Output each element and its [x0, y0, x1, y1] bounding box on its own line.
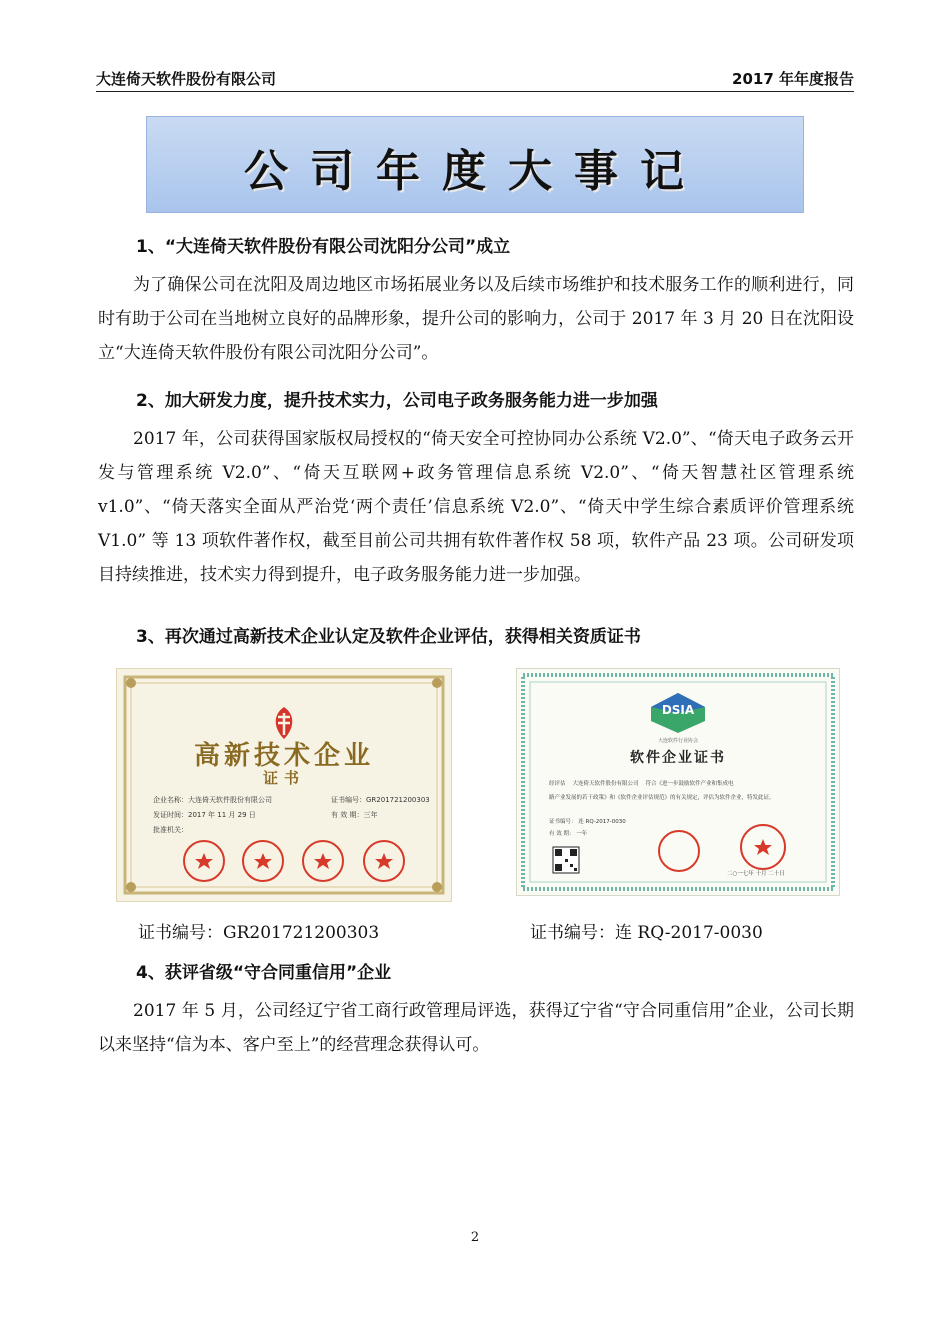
- cert-b-date: 二○一七年 十月 二十日: [727, 871, 785, 877]
- header-divider: [96, 91, 854, 92]
- cert-a-date-value: 2017 年 11 月 29 日: [188, 811, 256, 819]
- cert-a-caption: 证书编号：GR201721200303: [138, 923, 380, 943]
- cert-b-qr-and-seals-icon: [517, 669, 839, 895]
- cert-a-valid-label: 有 效 期：: [331, 811, 364, 819]
- section-4-heading: 4、获评省级“守合同重信用”企业: [136, 963, 392, 983]
- section-1-body: 为了确保公司在沈阳及周边地区市场拓展业务以及后续市场维护和技术服务工作的顺利进行，同时有助于公司在当地树立良好的品牌形象，提升公司的影响力，公司于 2017 年 3 月 20 日在沈阳设立“大连倚天软件股份有限公司沈阳分公司”。: [98, 275, 854, 363]
- cert-b-no-value: 连 RQ-2017-0030: [578, 819, 626, 825]
- section-2-body: 2017 年，公司获得国家版权局授权的“倚天安全可控协同办公系统 V2.0”、“倚天电子政务云开发与管理系统 V2.0”、“倚天互联网+政务管理信息系统 V2.0”、“倚天智慧社区管理系统 v1.0”、“倚天落实全面从严治党‘两个责任’信息系统 V2.0”、“倚天中学生综合素质评价管理系统 V1.0” 等 13 项软件著作权，截至目前公司共拥有软件著作权 58 项，软件产品 23 项。公司研发项目持续推进，技术实力得到提升，电子政务服务能力进一步加强。: [98, 429, 854, 585]
- section-4-body: 2017 年 5 月，公司经辽宁省工商行政管理局评选，获得辽宁省“守合同重信用”企业，公司长期以来坚持“信为本、客户至上”的经营理念获得认可。: [98, 1001, 854, 1055]
- section-1-heading: 1、“大连倚天软件股份有限公司沈阳分公司”成立: [136, 237, 511, 257]
- cert-b-line1-company: 大连倚天软件股份有限公司: [572, 781, 639, 787]
- cert-b-line1-rest: 符合《进一步鼓励软件产业和集成电: [645, 781, 734, 787]
- cert-a-title: 高新技术企业: [193, 741, 374, 771]
- high-tech-certificate-image: [116, 668, 452, 902]
- cert-b-valid-value: 一年: [576, 831, 588, 837]
- cert-b-line2: 路产业发展的若干政策》和《软件企业评估规范》的有关规定，评估为软件企业，特发此证。: [549, 795, 775, 801]
- cert-b-logo-text: DSIA: [661, 703, 695, 717]
- cert-b-valid-label: 有 效 期：: [549, 831, 575, 837]
- cert-b-no-label: 证书编号：: [549, 819, 577, 825]
- cert-a-no-label: 证书编号：: [331, 796, 366, 804]
- cert-a-issuer-label: 批准机关：: [153, 826, 188, 834]
- banner-title: 公司年度大事记: [244, 146, 706, 197]
- section-2-heading: 2、加大研发力度，提升技术实力，公司电子政务服务能力进一步加强: [136, 391, 658, 411]
- cert-b-caption: 证书编号：连 RQ-2017-0030: [530, 923, 763, 943]
- software-enterprise-certificate-image: [516, 668, 840, 896]
- page-number: 2: [470, 1230, 480, 1245]
- cert-b-title: 软件企业证书: [630, 750, 726, 766]
- cert-a-no-value: GR201721200303: [366, 796, 430, 804]
- cert-a-valid-value: 三年: [363, 811, 378, 819]
- section-3-heading: 3、再次通过高新技术企业认定及软件企业评估，获得相关资质证书: [136, 627, 641, 647]
- cert-b-logo-sub: 大连软件行业协会: [657, 738, 698, 744]
- cert-a-seals-icon: [117, 831, 451, 891]
- title-banner: [146, 116, 804, 213]
- cert-a-subtitle: 证书: [262, 769, 305, 787]
- cert-a-date-label: 发证时间：: [153, 811, 188, 819]
- header-company: 大连倚天软件股份有限公司: [96, 70, 277, 88]
- header-report-title: 2017 年年度报告: [732, 70, 854, 88]
- cert-b-line1-label: 经评估: [549, 781, 566, 787]
- cert-a-company-label: 企业名称：: [153, 796, 188, 804]
- cert-a-company-value: 大连倚天软件股份有限公司: [188, 796, 272, 804]
